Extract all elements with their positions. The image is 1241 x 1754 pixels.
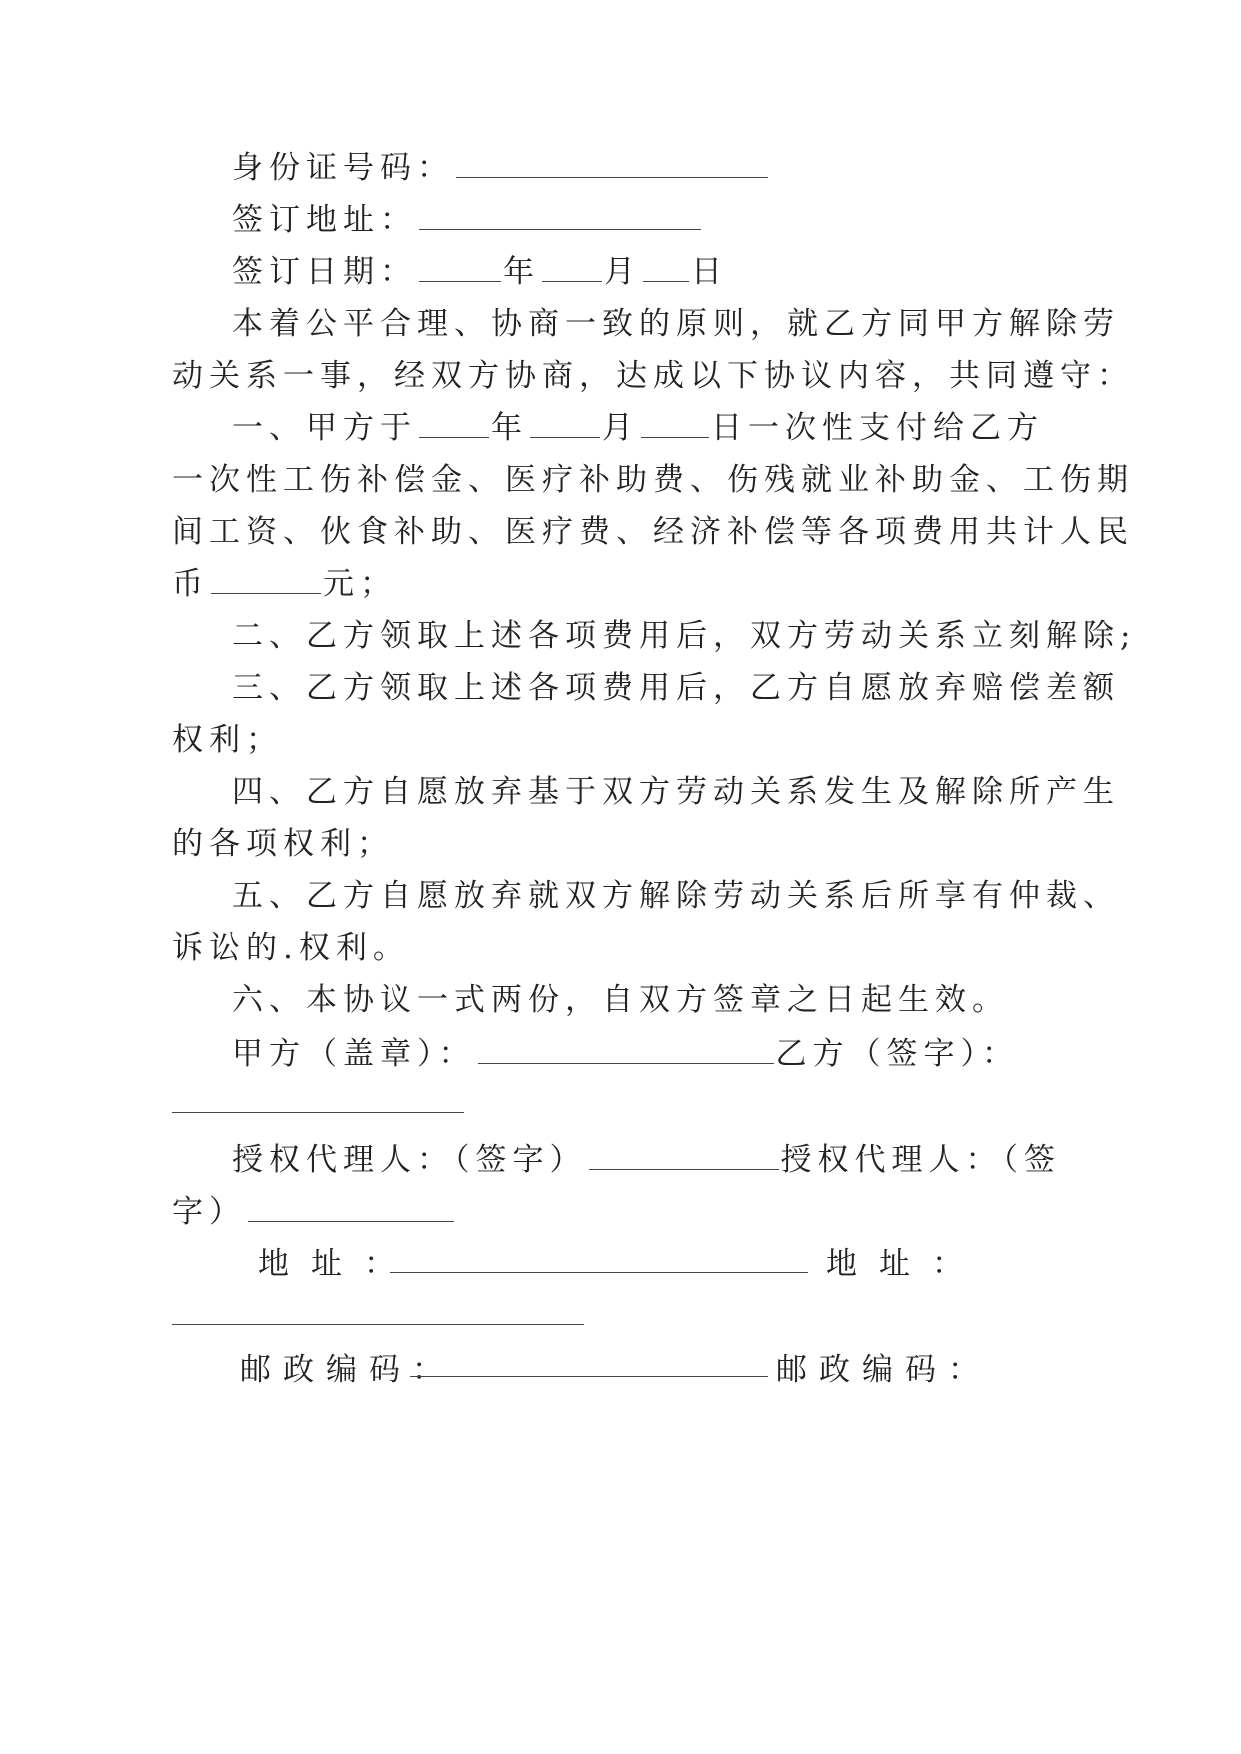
postal-row [240, 1350, 455, 1390]
clause-1-line-1 [232, 408, 1044, 448]
intro-line-2: 动关系一事，经双方协商，达成以下协议内容，共同遵守： [172, 358, 1134, 394]
clause-1-year-blank[interactable] [419, 436, 489, 438]
intro-line-1: 本着公平合理、协商一致的原则，就乙方同甲方解除劳 [232, 306, 1120, 342]
clause-1-line-4-suffix: 元； [323, 566, 397, 602]
id-number-label: 身份证号码： [232, 150, 454, 186]
clause-1-line-4 [172, 564, 397, 604]
sign-month-blank[interactable] [542, 280, 602, 282]
sign-date-label: 签订日期： [232, 254, 417, 290]
clause-1-prefix: 一、甲方于 [232, 410, 417, 446]
clause-1-day-suffix: 日一次性支付给乙方 [711, 410, 1044, 446]
clause-4-line-1: 四、乙方自愿放弃基于双方劳动关系发生及解除所产生 [232, 774, 1120, 810]
sign-address-label: 签订地址： [232, 202, 417, 238]
day-label: 日 [691, 254, 728, 290]
address-b-blank[interactable] [172, 1324, 584, 1325]
clause-1-line-3: 间工资、伙食补助、医疗费、经济补偿等各项费用共计人民 [172, 514, 1134, 550]
sign-year-blank[interactable] [419, 280, 501, 282]
party-signature-row [232, 1034, 1019, 1074]
postal-a-blank[interactable] [410, 1376, 768, 1377]
address-a-blank[interactable] [390, 1272, 808, 1273]
postal-b-label: 邮政编码： [776, 1352, 991, 1388]
amount-blank[interactable] [211, 592, 321, 594]
clause-1-month: 月 [602, 410, 639, 446]
clause-1-line-4-prefix: 币 [172, 566, 209, 602]
id-number-blank[interactable] [456, 176, 768, 178]
party-b-blank[interactable] [172, 1112, 464, 1113]
clause-1-day-blank[interactable] [641, 436, 709, 438]
agent-row [232, 1140, 1061, 1180]
sign-address-blank[interactable] [419, 228, 701, 230]
sign-date-row [232, 252, 728, 292]
clause-1-year: 年 [491, 410, 528, 446]
agent-b-label-cont: 字） [172, 1194, 246, 1230]
clause-5-line-1: 五、乙方自愿放弃就双方解除劳动关系后所享有仲裁、 [232, 878, 1120, 914]
party-a-blank[interactable] [478, 1062, 774, 1064]
party-a-label: 甲方（盖章）： [232, 1036, 476, 1072]
party-b-label: 乙方（签字）： [775, 1036, 1019, 1072]
clause-1-line-2: 一次性工伤补偿金、医疗补助费、伤残就业补助金、工伤期 [172, 462, 1134, 498]
id-number-row [232, 148, 770, 188]
clause-2: 二、乙方领取上述各项费用后，双方劳动关系立刻解除; [232, 618, 1137, 654]
clause-5-line-2: 诉讼的.权利。 [172, 930, 410, 966]
address-b-label: 地址： [826, 1246, 985, 1282]
month-label: 月 [604, 254, 641, 290]
agent-row-cont [172, 1192, 456, 1232]
clause-3-line-1: 三、乙方领取上述各项费用后，乙方自愿放弃赔偿差额 [232, 670, 1120, 706]
agent-b-label: 授权代理人：（签 [780, 1142, 1061, 1178]
clause-1-month-blank[interactable] [530, 436, 600, 438]
sign-address-row [232, 200, 703, 240]
address-a-label: 地址： [258, 1246, 417, 1282]
clause-6: 六、本协议一式两份，自双方签章之日起生效。 [232, 982, 1009, 1018]
year-label: 年 [503, 254, 540, 290]
clause-4-line-2: 的各项权利； [172, 826, 394, 862]
agent-a-label: 授权代理人：（签字） [232, 1142, 587, 1178]
agent-b-blank[interactable] [248, 1220, 454, 1222]
postal-a-label: 邮政编码： [240, 1352, 455, 1388]
sign-day-blank[interactable] [643, 280, 689, 282]
clause-3-line-2: 权利； [172, 722, 283, 758]
agent-a-blank[interactable] [589, 1168, 779, 1170]
